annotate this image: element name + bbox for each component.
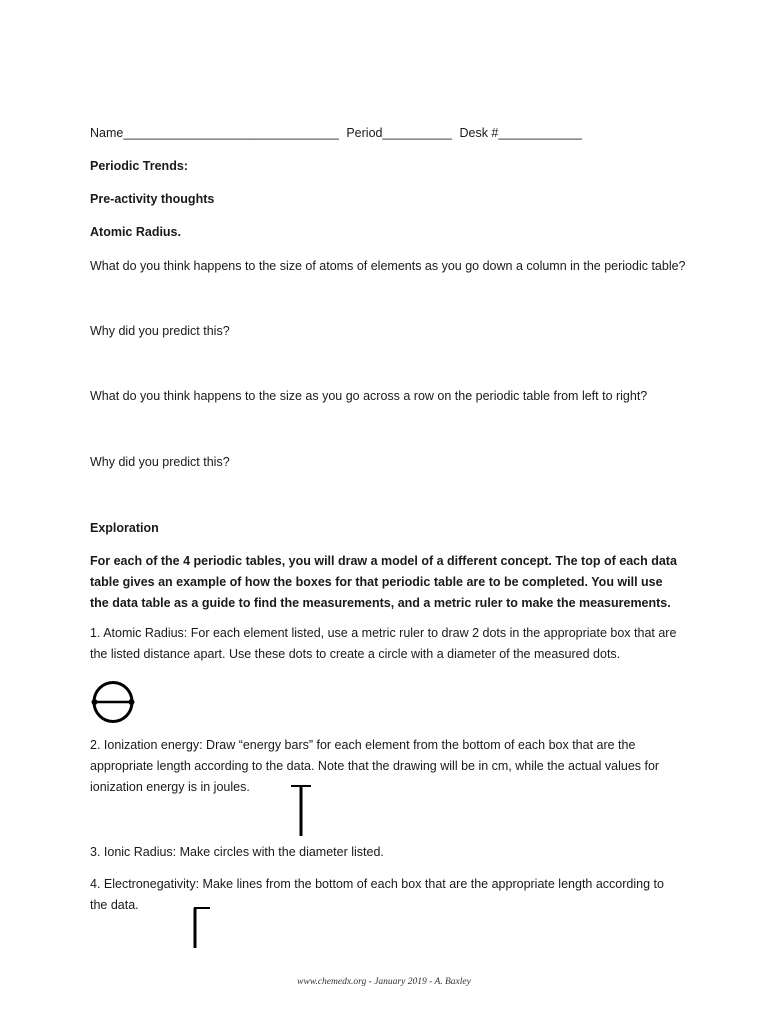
atomic-radius-circle-figure [90,680,136,724]
energy-bar-figure [289,784,313,838]
question-1: What do you think happens to the size of atoms of elements as you go down a column in the periodic table? [90,259,686,273]
desk-field-label: Desk #____________ [459,126,582,140]
right-dot [129,699,135,705]
atomic-radius-heading: Atomic Radius. [90,225,181,239]
exploration-intro: For each of the 4 periodic tables, you will draw a model of a different concept. The top of each data table gives an example of how the boxes for that periodic table are to be completed. You will use the data table as a guide to find the measurements, and a metric ruler to make the measurements. [90,554,677,610]
question-3: What do you think happens to the size as you go across a row on the periodic table from left to right? [90,389,648,403]
header-line [90,123,582,144]
periodic-trends-heading: Periodic Trends: [90,159,188,173]
question-4: Why did you predict this? [90,455,230,469]
pre-activity-heading: Pre-activity thoughts [90,192,215,206]
item-atomic-radius: 1. Atomic Radius: For each element listed, use a metric ruler to draw 2 dots in the appropriate box that are the listed distance apart. Use these dots to create a circle with a diameter of the measured dots. [90,626,677,661]
period-field-label: Period__________ [346,126,452,140]
name-field-label: Name_______________________________ [90,126,339,140]
exploration-heading: Exploration [90,521,159,535]
electronegativity-line-figure [190,906,212,950]
footer-credit: www.chemedx.org - January 2019 - A. Baxley [297,977,471,987]
item-ionic-radius: 3. Ionic Radius: Make circles with the diameter listed. [90,845,384,859]
item-ionization-energy: 2. Ionization energy: Draw “energy bars” for each element from the bottom of each box that are the appropriate length according to the data. Note that the drawing will be in cm, while the actual values for ionization energy is in joules. [90,738,660,794]
item-electronegativity: 4. Electronegativity: Make lines from the bottom of each box that are the appropriate length according to the data. [90,877,664,912]
left-dot [92,699,98,705]
question-2: Why did you predict this? [90,324,230,338]
